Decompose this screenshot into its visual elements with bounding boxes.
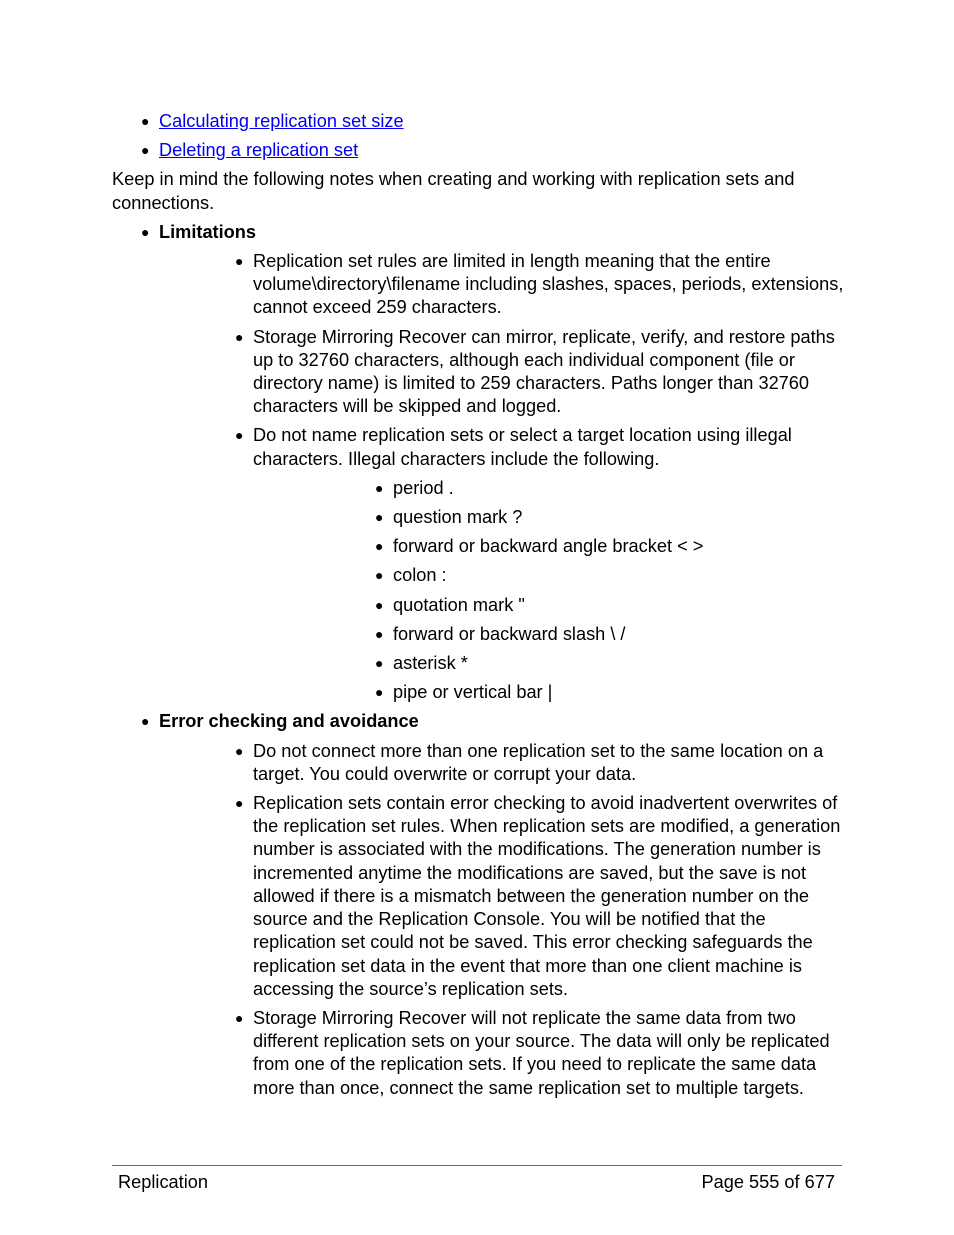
bullet-icon: ● bbox=[375, 655, 384, 672]
list-item bbox=[159, 1007, 847, 1100]
illegal-char-text: forward or backward slash \ / bbox=[393, 623, 626, 644]
list-item bbox=[159, 326, 847, 419]
illegal-char-text: question mark ? bbox=[393, 507, 523, 528]
list-item bbox=[253, 477, 847, 500]
list-item bbox=[159, 424, 847, 704]
limitation-text: Storage Mirroring Recover can mirror, replicate, verify, and restore paths up to 32760 characters, although each individual component (file or directory name) is limited to 259 characters. Paths longer than 32760 characters will be skipped and logged. bbox=[253, 326, 835, 417]
error-checking-text: Do not connect more than one replication set to the same location on a target. You could overwrite or corrupt your data. bbox=[253, 740, 824, 784]
footer-page-number: Page 555 of 677 bbox=[701, 1172, 835, 1192]
page-content bbox=[112, 110, 847, 1106]
illegal-char-text: colon : bbox=[393, 565, 447, 586]
bullet-icon: ● bbox=[235, 328, 244, 345]
illegal-char-text: quotation mark " bbox=[393, 594, 525, 615]
bullet-icon: ● bbox=[235, 742, 244, 759]
footer-section-name: Replication bbox=[118, 1172, 208, 1192]
list-item bbox=[253, 681, 847, 704]
list-item bbox=[112, 110, 847, 133]
link-deleting-a-replication-set[interactable]: Deleting a replication set bbox=[159, 140, 359, 161]
limitation-text: Replication set rules are limited in length meaning that the entire volume\directory\filename including slashes, spaces, periods, extensions, cannot exceed 259 characters. bbox=[253, 251, 844, 318]
notes-list bbox=[112, 221, 847, 1100]
bullet-icon: ● bbox=[375, 479, 384, 496]
limitations-list bbox=[159, 250, 847, 704]
illegal-char-text: period . bbox=[393, 477, 454, 498]
list-item bbox=[253, 506, 847, 529]
bullet-icon: ● bbox=[375, 684, 384, 701]
list-item bbox=[253, 623, 847, 646]
bullet-icon: ● bbox=[235, 1009, 244, 1026]
list-item bbox=[253, 652, 847, 675]
list-item bbox=[159, 250, 847, 320]
bullet-icon: ● bbox=[375, 538, 384, 555]
bullet-icon: ● bbox=[235, 427, 244, 444]
related-links-list bbox=[112, 110, 847, 162]
bullet-icon: ● bbox=[141, 223, 150, 240]
list-item bbox=[253, 535, 847, 558]
footer-divider bbox=[112, 1165, 842, 1166]
list-item bbox=[159, 792, 847, 1001]
error-checking-text: Replication sets contain error checking to avoid inadvertent overwrites of the replication set rules. When replication sets are modified, a generation number is associated with the modifications. The generation number is incremented anytime the modifications are saved, but the save is not allowed if there is a mismatch between the generation number on the source and the Replication Console. You will be notified that the replication set could not be saved. This error checking safeguards the replication set data in the event that more than one client machine is accessing the source’s replication sets. bbox=[253, 793, 841, 999]
bullet-icon: ● bbox=[141, 713, 150, 730]
intro-paragraph: Keep in mind the following notes when creating and working with replication sets and connections. bbox=[112, 169, 795, 213]
bullet-icon: ● bbox=[375, 509, 384, 526]
limitation-text: Do not name replication sets or select a target location using illegal characters. Illegal characters include the following. bbox=[253, 425, 792, 469]
list-item bbox=[253, 564, 847, 587]
bullet-icon: ● bbox=[141, 113, 150, 129]
illegal-char-text: asterisk * bbox=[393, 653, 468, 674]
illegal-char-text: pipe or vertical bar | bbox=[393, 682, 553, 703]
bullet-icon: ● bbox=[375, 596, 384, 613]
list-item bbox=[112, 139, 847, 162]
link-calculating-replication-set-size[interactable]: Calculating replication set size bbox=[159, 111, 404, 131]
bullet-icon: ● bbox=[141, 142, 150, 159]
error-checking-heading: Error checking and avoidance bbox=[159, 711, 419, 732]
error-checking-section bbox=[112, 710, 847, 1099]
bullet-icon: ● bbox=[235, 253, 244, 270]
bullet-icon: ● bbox=[235, 795, 244, 812]
error-checking-list bbox=[159, 740, 847, 1100]
illegal-characters-list bbox=[253, 477, 847, 705]
bullet-icon: ● bbox=[375, 567, 384, 584]
bullet-icon: ● bbox=[375, 625, 384, 642]
error-checking-text: Storage Mirroring Recover will not replicate the same data from two different replication sets on your source. The data will only be replicated from one of the replication sets. If you need to replicate the same data more than once, connect the same replication set to multiple targets. bbox=[253, 1007, 830, 1098]
limitations-section bbox=[112, 221, 847, 705]
list-item bbox=[159, 740, 847, 786]
list-item bbox=[253, 594, 847, 617]
limitations-heading: Limitations bbox=[159, 221, 257, 242]
illegal-char-text: forward or backward angle bracket < > bbox=[393, 536, 704, 557]
